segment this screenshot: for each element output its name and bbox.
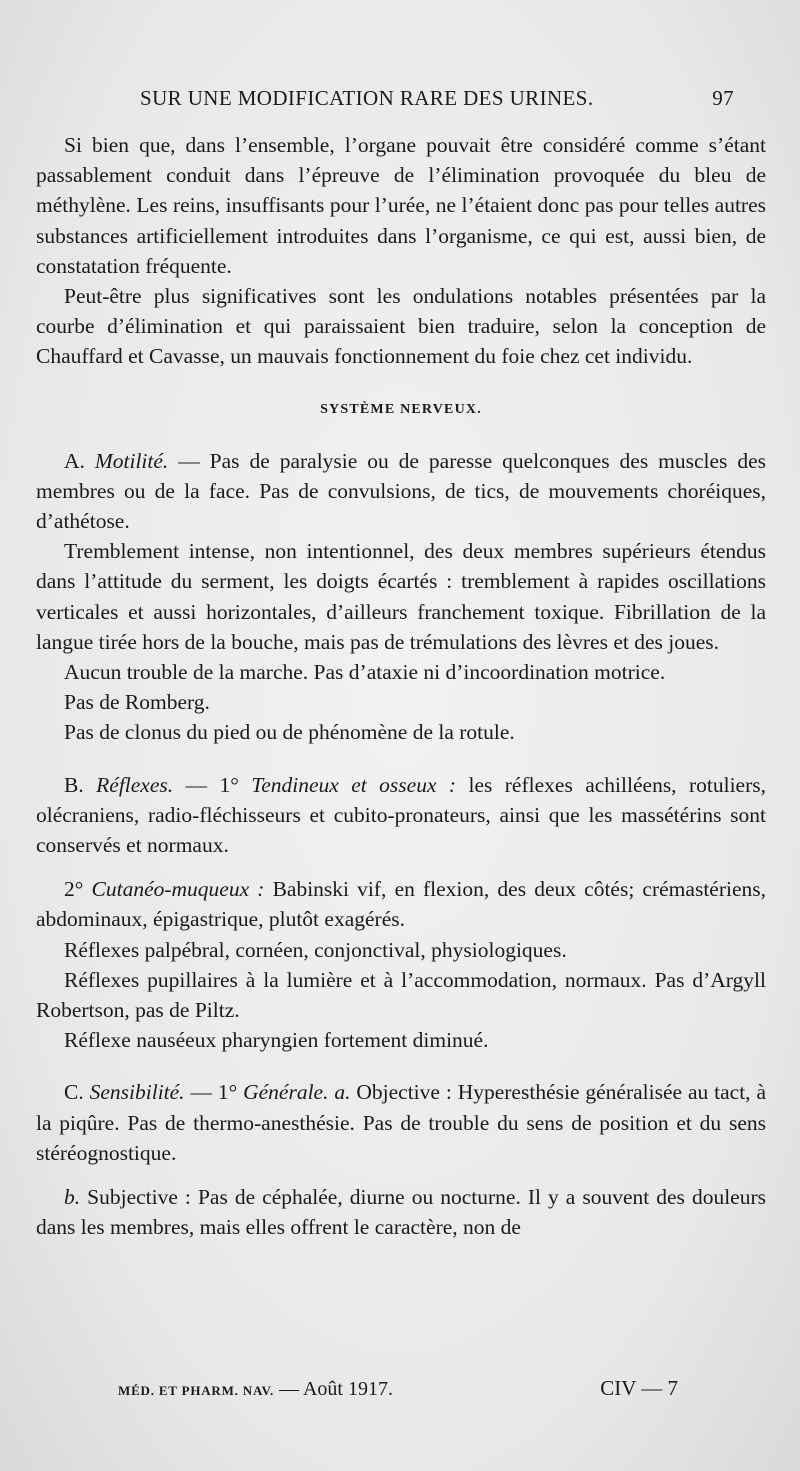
page-footer	[118, 1378, 718, 1408]
sensibilite-paragraph-2	[36, 1182, 766, 1242]
reflexes-paragraph-4: Réflexes pupillaires à la lumière et à l’accommodation, normaux. Pas d’Argyll Robertson, pas de Piltz.	[36, 967, 766, 1023]
spacer	[36, 1168, 766, 1182]
journal-name: MÉD. ET PHARM. NAV.	[118, 1383, 275, 1398]
sensibilite-b-text: Subjective : Pas de céphalée, diurne ou nocturne. Il y a souvent des douleurs dans les membres, mais elles offrent le caractère, non de	[36, 1185, 766, 1240]
motilite-paragraph-4: Pas de Romberg.	[64, 690, 210, 715]
footer-imprint	[118, 1378, 393, 1401]
reflexes-num2: 2°	[64, 877, 92, 902]
motilite-heading: Motilité.	[94, 448, 169, 473]
motilite-letter: A.	[64, 448, 85, 473]
reflexes-paragraph-2	[36, 874, 766, 934]
sensibilite-paragraph-1	[36, 1077, 766, 1168]
reflexes-letter: B.	[64, 772, 84, 797]
reflexes-paragraph-1	[36, 770, 766, 861]
page-number: 97	[712, 86, 734, 110]
section-title: SYSTÈME NERVEUX.	[320, 401, 482, 417]
sensibilite-heading: Sensibilité.	[89, 1080, 185, 1105]
reflexes-subheading-2: Cutanéo-muqueux :	[91, 877, 265, 902]
reflexes-subheading: Tendineux et osseux :	[251, 772, 457, 797]
signature-mark: CIV — 7	[600, 1376, 678, 1400]
motilite-text: — Pas de paralysie ou de paresse quelconques des muscles des membres ou de la face. Pas de convulsions, de tics, de mouvements choréiques, d’athétose.	[36, 448, 766, 534]
reflexes-text-2: Babinski vif, en flexion, des deux côtés; crémastériens, abdominaux, épigastrique, plutôt exagérés.	[36, 877, 766, 932]
motilite-paragraph-5: Pas de clonus du pied ou de phénomène de la rotule.	[64, 720, 515, 745]
running-title: SUR UNE MODIFICATION RARE DES URINES.	[140, 86, 594, 110]
sensibilite-dash-num: — 1°	[184, 1080, 244, 1105]
motilite-paragraph-3: Aucun trouble de la marche. Pas d’ataxie ni d’incoordination motrice.	[64, 660, 666, 685]
spacer	[36, 748, 766, 770]
sensibilite-subheading: Générale.	[243, 1080, 329, 1105]
reflexes-paragraph-3: Réflexes palpébral, cornéen, conjonctival, physiologiques.	[64, 937, 567, 962]
reflexes-paragraph-5: Réflexe nauséeux pharyngien fortement diminué.	[64, 1028, 489, 1053]
sensibilite-sub-a: a.	[328, 1080, 351, 1105]
motilite-paragraph-2: Tremblement intense, non intentionnel, des deux membres supérieurs étendus dans l’attitude du serment, les doigts écartés : tremblement à rapides oscillations verticales et aussi horizontales, d’ailleurs franchement toxique. Fibrillation de la langue tirée hors de la bouche, mais pas de trémulations des lèvres et des joues.	[36, 539, 766, 654]
intro-paragraph-2: Peut-être plus significatives sont les ondulations notables présentées par la courbe d’élimination et qui paraissaient bien traduire, selon la conception de Chauffard et Cavasse, un mauvais fonctionnement du foie chez cet individu.	[36, 284, 766, 369]
body-text	[36, 130, 766, 1243]
spacer	[36, 860, 766, 874]
sensibilite-text: Objective : Hyperesthésie généralisée au tact, à la piqûre. Pas de thermo-anesthésie. Pas de trouble du sens de position et du sens stéréognostique.	[36, 1080, 766, 1165]
page-header	[140, 86, 740, 116]
sensibilite-letter: C.	[64, 1080, 84, 1105]
sensibilite-b-letter: b.	[64, 1185, 81, 1210]
motilite-paragraph-1	[36, 446, 766, 537]
reflexes-heading: Réflexes.	[96, 772, 174, 797]
reflexes-dash-num: — 1°	[173, 772, 252, 797]
intro-paragraph-1: Si bien que, dans l’ensemble, l’organe pouvait être considéré comme s’étant passablement conduit dans l’épreuve de l’élimination provoquée du bleu de méthylène. Les reins, insuffisants pour l’urée, ne l’étaient donc pas pour telles autres substances artificiellement introduites dans l’organisme, ce qui est, aussi bien, de constatation fréquente.	[36, 133, 766, 278]
spacer	[36, 1055, 766, 1077]
reflexes-text: les réflexes achilléens, rotuliers, olécraniens, radio-fléchisseurs et cubito-pronateurs, ainsi que les massétérins sont conservés et normaux.	[36, 772, 766, 858]
issue-date: — Août 1917.	[274, 1378, 393, 1400]
